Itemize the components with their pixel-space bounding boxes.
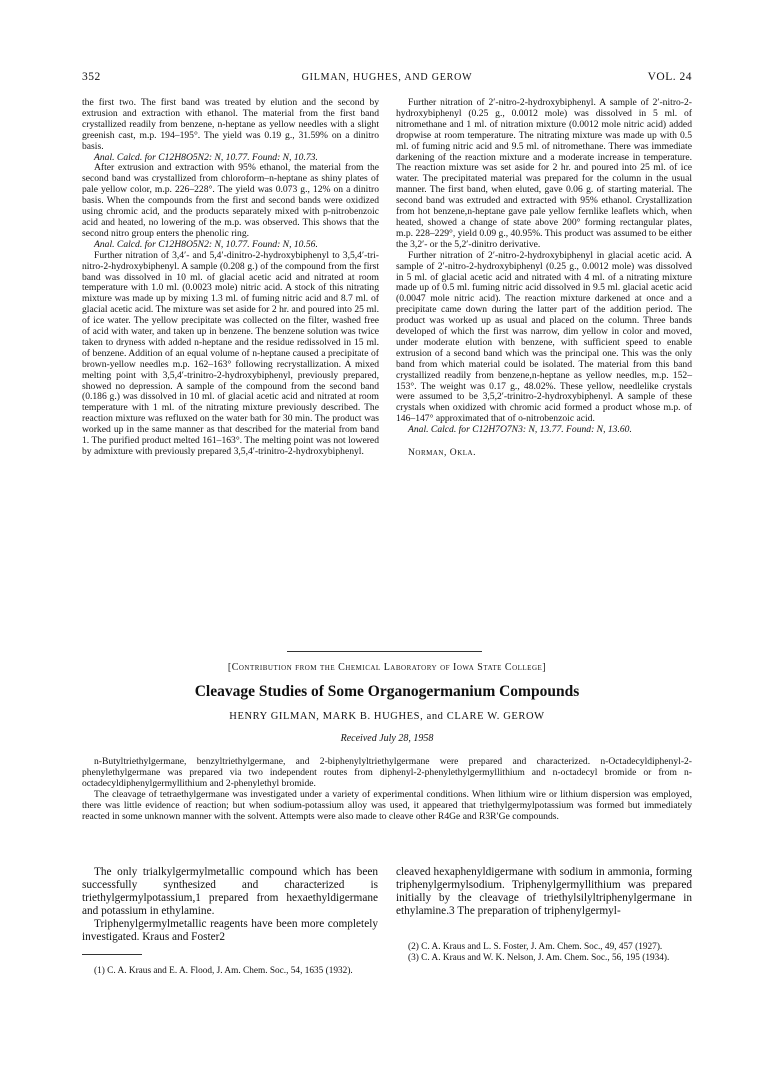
authors: HENRY GILMAN, MARK B. HUGHES, and CLARE W. GEROW: [229, 711, 545, 722]
footnote-rule: [82, 954, 142, 955]
volume-label: VOL. 24: [647, 71, 692, 83]
abstract-paragraph: The cleavage of tetraethylgermane was investigated under a variety of experimental conditions. When lithium wire or lithium dispersion was employed, there was little evidence of reaction; but when sodium-potassium alloy was used, it appeared that triethylgermylpotassium was formed but immediately reacted in some unknown manner with the solvent. Attempts were also made to cleave other R4Ge and R3R′Ge compounds.: [82, 788, 692, 822]
paragraph: After extrusion and extraction with 95% ethanol, the material from the second band was crystallized from chloroform–n-heptane as shiny plates of pale yellow color, m.p. 226–228°. The yield was 0.073 g., 12% on a dinitro basis. When the compounds from the first and second bands were oxidized using chromic acid, and the products separately mixed with p-nitrobenzoic acid and heated, no lowering of the m.p. was observed. This shows that the second nitro group enters the phenolic ring.: [82, 162, 379, 239]
paragraph: Further nitration of 3,4′- and 5,4′-dinitro-2-hydroxybiphenyl to 3,5,4′-tri-nitro-2-hydroxybiphenyl. A sample (0.208 g.) of the compound from the first band was dissolved in 10 ml. of glacial acetic acid and nitrated at room temperature with 1.0 ml. (0.0023 mole) nitric acid. A stock of this nitrating mixture was made up by mixing 1.3 ml. of fuming nitric acid and 8.7 ml. of glacial acetic acid. The mixture was set aside for 2 hr. and poured into 25 ml. of ice water. The yellow precipitate was collected on the filter, washed free of acid with water, and taken up in benzene. The benzene solution was twice taken to dryness with added n-heptane and the residue redissolved in 15 ml. of benzene. Addition of an equal volume of n-heptane caused a precipitate of brown-yellow needles m.p. 162–163° following recrystallization. A mixed melting point with 3,5,4′-trinitro-2-hydroxybiphenyl, previously prepared, showed no depression. A sample of the compound from the second band (0.186 g.) was dissolved in 10 ml. of glacial acetic acid and nitrated at room temperature with 1 ml. of the nitrating mixture previously described. The reaction mixture was refluxed on the water bath for 30 min. The product was worked up in the same manner as that described for the material from band 1. The purified product melted 161–163°. The melting point was not lowered by admixture with previously prepared 3,5,4′-trinitro-2-hydroxybiphenyl.: [82, 249, 379, 457]
right-column: [396, 98, 692, 459]
paragraph: Further nitration of 2′-nitro-2-hydroxybiphenyl. A sample of 2′-nitro-2-hydroxybiphenyl (0.25 g., 0.0012 mole) was dissolved in 5 ml. of nitromethane and 1 ml. of nitration mixture (0.0012 mole nitric acid) added dropwise at room temperature. The nitrating mixture was made up with 0.5 ml. of fuming nitric acid and 9.5 ml. of nitromethane. There was immediate darkening of the reaction mixture and a moderate increase in temperature. The reaction mixture was set aside for 2 hr. and poured into 25 ml. of ice water. The precipitated material was prepared for the column in the usual manner. The first band, when eluted, gave 0.06 g. of starting material. The second band was extruded and extracted with 95% ethanol. Crystallization from hot benzene,n-heptane gave pale yellow fernlike leaflets which, when heated, showed a change of state above 200° forming rectangular plates, m.p. 228–229°, yield 0.09 g., 40.95%. This product was assumed to be either the 3,2′- or the 5,2′-dinitro derivative.: [396, 97, 692, 250]
body-left-column: [82, 866, 378, 945]
abstract: [82, 757, 692, 822]
section-divider: [287, 651, 482, 652]
analysis-line: Anal. Calcd. for C12H8O5N2: N, 10.77. Found: N, 10.56.: [94, 238, 318, 250]
contribution-line: [Contribution from the Chemical Laboratory of Iowa State College]: [227, 662, 547, 673]
analysis-line: Anal. Calcd. for C12H8O5N2: N, 10.77. Found: N, 10.73.: [94, 151, 318, 163]
abstract-paragraph: n-Butyltriethylgermane, benzyltriethylgermane, and 2-biphenylyltriethylgermane were prepared and characterized. n-Octadecyldiphenyl-2-phenylethylgermane was prepared via two independent routes from diphenyl-2-phenylethylgermyllithium and n-octadecyl bromide or from n-octadecyldiphenylgermyllithium and 2-phenylethyl bromide.: [82, 756, 692, 789]
body-paragraph: The only trialkylgermylmetallic compound which has been successfully synthesized and characterized is triethylgermylpotassium,1 prepared from hexaethyldigermane and potassium in ethylamine.: [82, 866, 378, 918]
left-column: [82, 98, 379, 458]
footnotes-left: [82, 966, 378, 977]
paragraph: the first two. The first band was treated by elution and the second by extrusion and extraction with ethanol. The material from the first band crystallized readily from benzene, n-heptane as yellow needles with a slight greenish cast, m.p. 194–195°. The yield was 0.19 g., 31.59% on a dinitro basis.: [82, 97, 379, 152]
footnote: (1) C. A. Kraus and E. A. Flood, J. Am. Chem. Soc., 54, 1635 (1932).: [94, 966, 353, 976]
analysis-line: Anal. Calcd. for C12H7O7N3: N, 13.77. Found: N, 13.60.: [408, 424, 632, 436]
footnote: (2) C. A. Kraus and L. S. Foster, J. Am. Chem. Soc., 49, 457 (1927).: [408, 942, 663, 952]
body-paragraph: Triphenylgermylmetallic reagents have been more completely investigated. Kraus and Foster2: [82, 918, 378, 944]
running-title: GILMAN, HUGHES, AND GEROW: [301, 72, 473, 83]
page-number: 352: [82, 71, 101, 83]
body-right-column: [396, 866, 692, 918]
footnote: (3) C. A. Kraus and W. K. Nelson, J. Am. Chem. Soc., 56, 195 (1934).: [408, 952, 670, 963]
received-date: Received July 28, 1958: [340, 733, 434, 744]
footnotes-right: [396, 942, 692, 963]
paragraph: Further nitration of 2′-nitro-2-hydroxybiphenyl in glacial acetic acid. A sample of 2′-nitro-2-hydroxybiphenyl (0.25 g., 0.0012 mole) was dissolved in 5 ml. of glacial acetic acid and nitrated with 4 ml. of a nitrating mixture made up of 0.5 ml. fuming nitric acid dissolved in 9.5 ml. glacial acetic acid (0.0047 mole nitric acid). The reaction mixture darkened at once and a precipitate came down during the latter part of the addition period. The product was worked up as usual and placed on the column. Three bands developed of which the first was narrow, dim yellow in color and moved, under moderate elution with benzene, with sufficient speed to enable extrusion of a second band which was the principal one. This was the only band from which material could be isolated. The material from this band crystallized readily from benzene,n-heptane as yellow needles, m.p. 152–153°. The weight was 0.17 g., 48.02%. These yellow, needlelike crystals were assumed to be 3,5,2′-trinitro-2-hydroxybiphenyl. A sample of these crystals when oxidized with chromic acid formed a product whose m.p. of 146–147° approximated that of o-nitrobenzoic acid.: [396, 249, 692, 425]
body-paragraph: cleaved hexaphenyldigermane with sodium in ammonia, forming triphenylgermylsodium. Triphenylgermyllithium was prepared initially by the cleavage of triethylsilyltriphenylgermane in ethylamine.3 The preparation of triphenylgermyl-: [396, 866, 692, 918]
signoff: Norman, Okla.: [408, 447, 476, 459]
article-title: Cleavage Studies of Some Organogermanium Compounds: [194, 683, 580, 700]
